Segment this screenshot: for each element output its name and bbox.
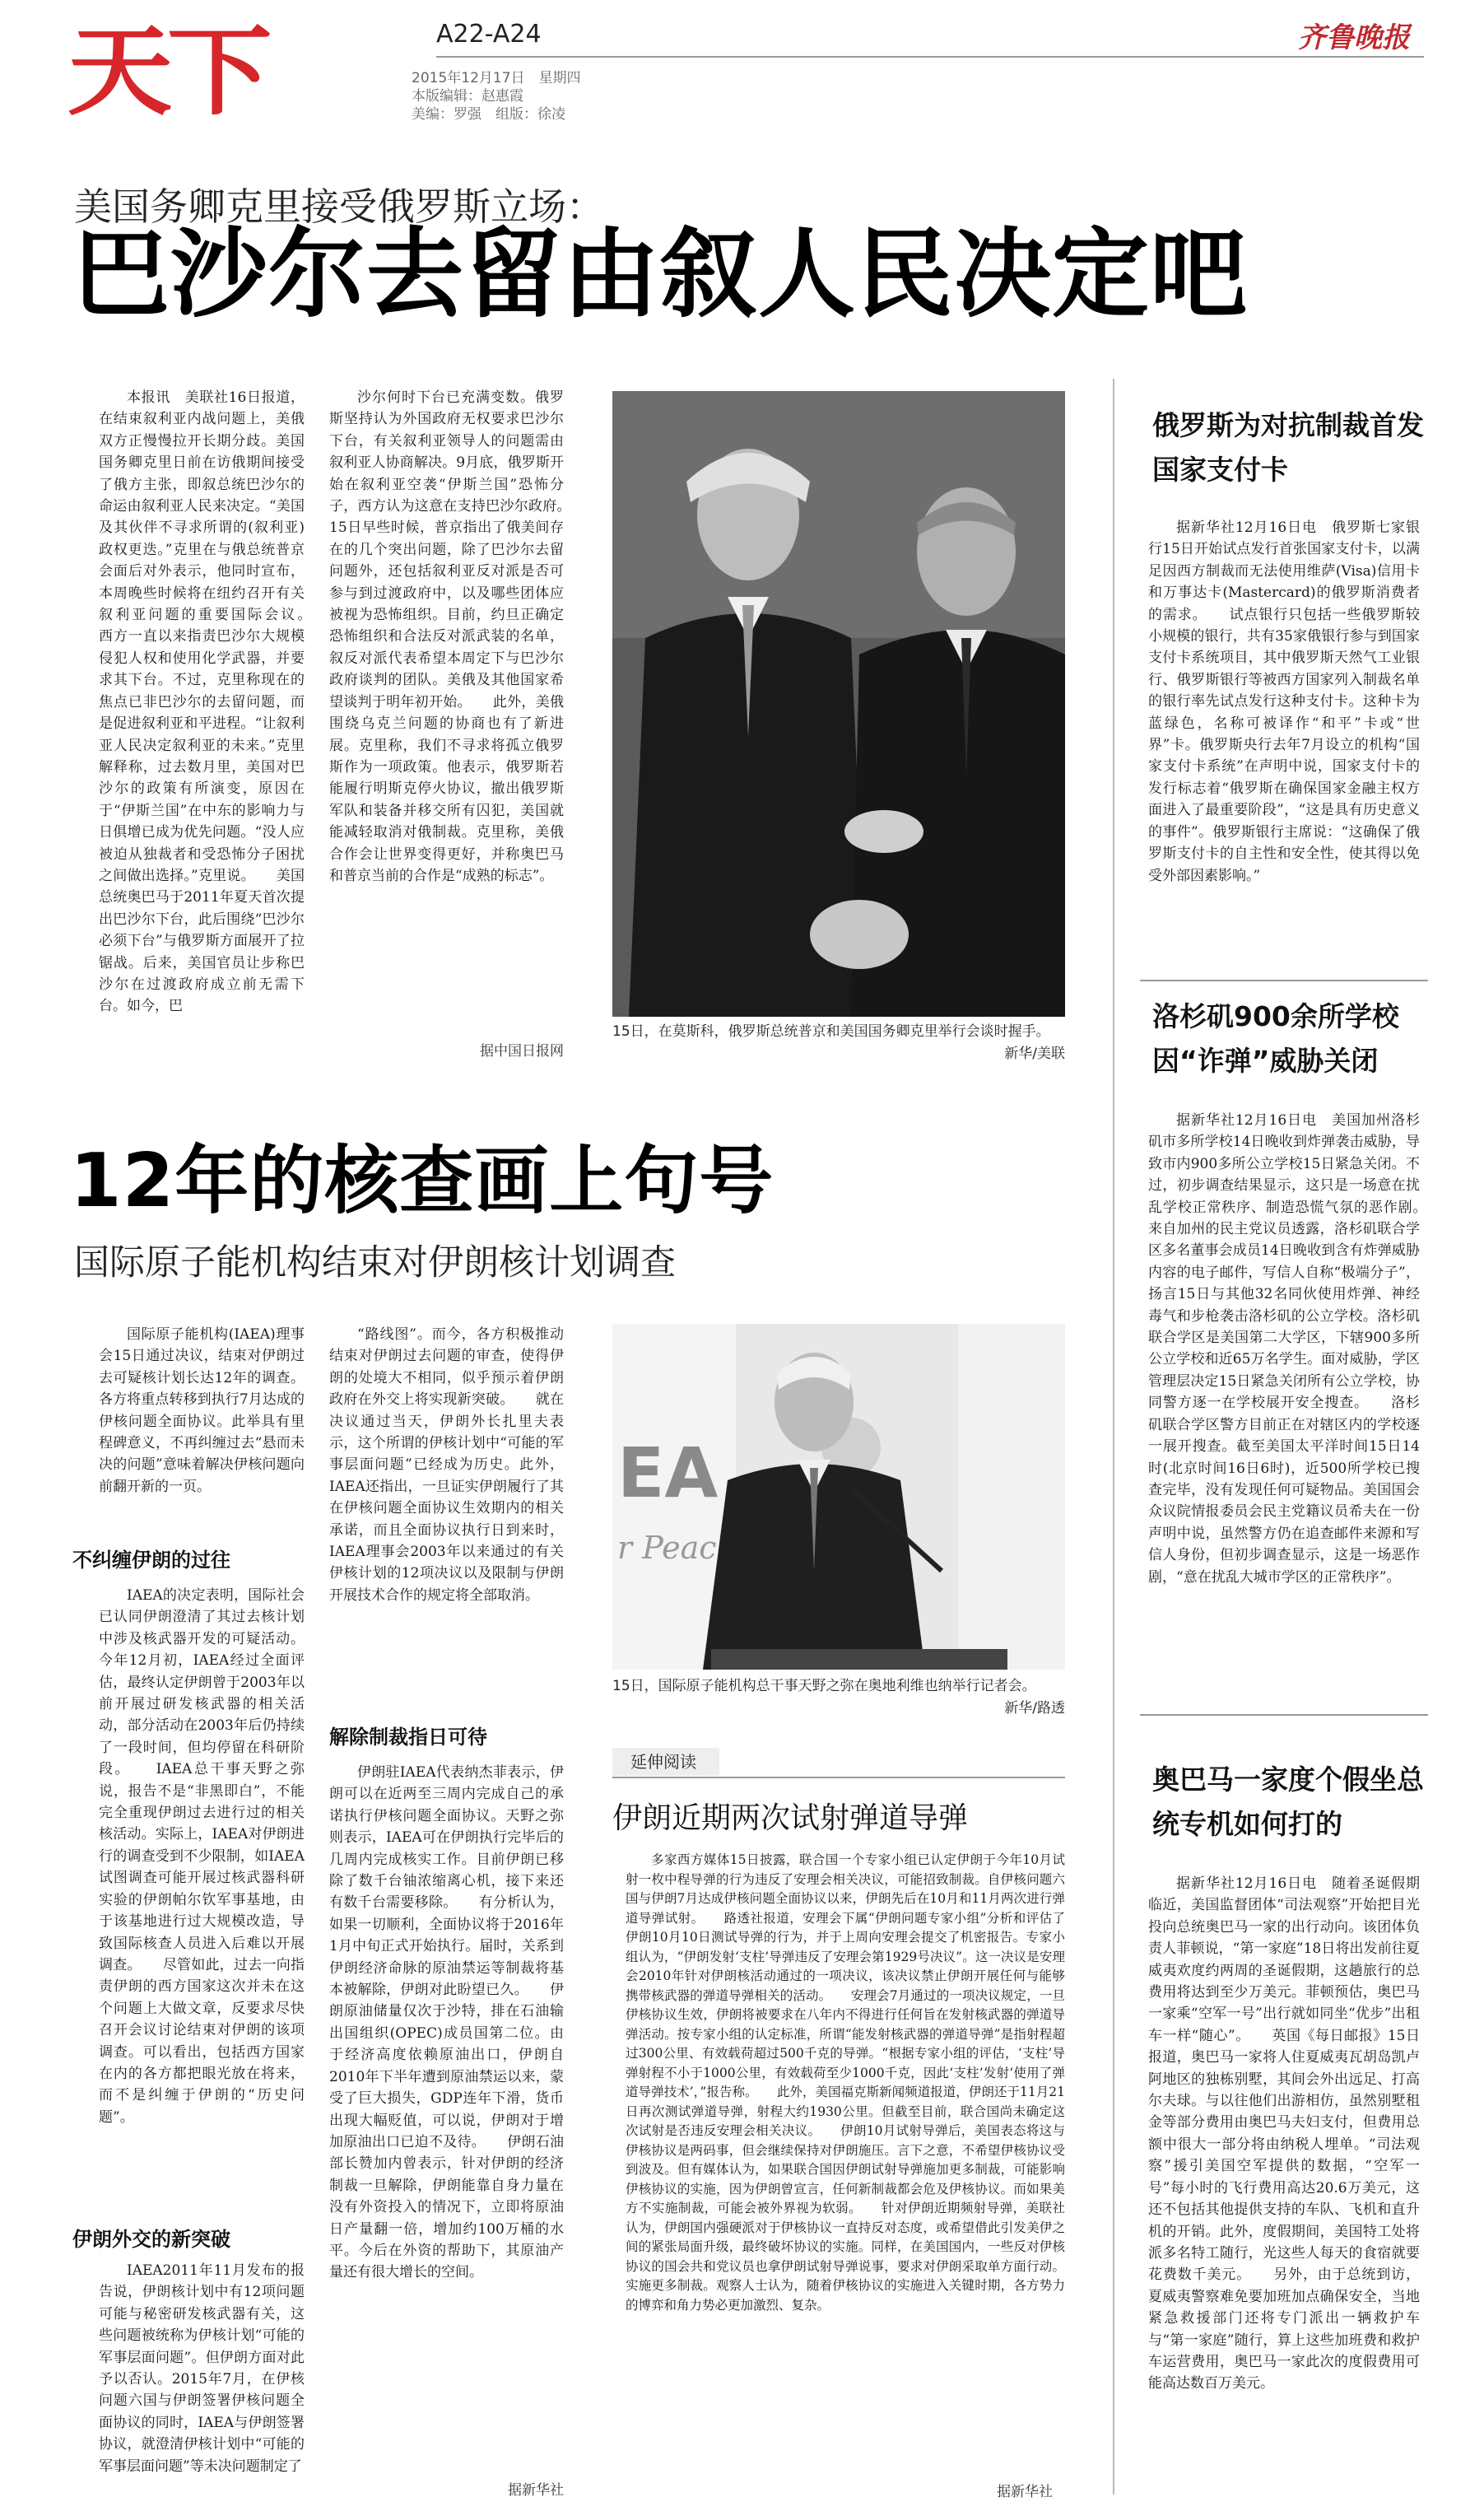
story2-subhead-2: 伊朗外交的新突破 — [72, 2228, 230, 2251]
story1-column-1: 本报讯 美联社16日报道，在结束叙利亚内战问题上，美俄双方正慢慢拉开长期分歧。美国国务卿克里日前在访俄期间接受了俄方主张，即叙总统巴沙尔的命运由叙利亚人民来决定。“美国及其伙伴不寻求所谓的(叙利亚)政权更迭。”克里在与俄总统普京会面后对外表示，他同时宣布，本周晚些时候将在纽约召开有关叙利亚问题的重要国际会议。 西方一直以来指责巴沙尔大规模侵犯人权和使用化学武器，并要求其下台。不过，克里称现在的焦点已非巴沙尔的去留问题，而是促进叙利亚和平进程。“让叙利亚人民决定叙利亚的未来。”克里解释称，过去数月里，美国对巴沙尔的政策有所演变，原因在于“伊斯兰国”在中东的影响力与日俱增已成为优先问题。“没人应被迫从独裁者和受恐怖分子困扰之间做出选择。”克里说。 美国总统奥巴马于2011年夏天首次提出巴沙尔下台，此后围绕“巴沙尔必须下台”与俄罗斯方面展开了拉锯战。后来，美国官员让步称巴沙尔在过渡政府成立前无需下台。如今，巴 — [99, 389, 333, 1015]
photo-banner-text: EA — [617, 1433, 719, 1513]
side-rule-1 — [1140, 980, 1428, 981]
story2-caption: 15日，国际原子能机构总干事天野之弥在奥地利维也纳举行记者会。 新华/路透 — [612, 1675, 1065, 1720]
extended-body: 多家西方媒体15日披露，联合国一个专家小组已认定伊朗于今年10月试射一枚中程导弹的行为违反了安理会相关决议，可能招致制裁。自伊核问题六国与伊朗7月达成伊核问题全面协议以来，伊朗先后在10月和11月两次进行弹道导弹试射。 路透社报道，安理会下属“伊朗问题专家小组”分析和评估了伊朗10月10日测试导弹的行为，并于上周向安理会提交了机密报告。专家小组认为，“伊朗发射‘支柱’导弹违反了安理会第1929号决议”。这一决议是安理会2010年针对伊朗核活动通过的一项决议，该决议禁止伊朗开展任何与能够携带核武器的弹道导弹相关的活动。 安理会7月通过的一项决议规定，一旦伊核协议生效，伊朗将被要求在八年内不得进行任何旨在发射核武器的弹道导弹活动。按专家小组的认定标准，所谓“能发射核武器的弹道导弹”是指射程超过300公里、有效载荷超过500千克的导弹。“根据专家小组的评估，‘支柱’导弹射程不小于1000公里，有效载荷至少1000千克，因此‘支柱’发射‘使用了弹道导弹技术’，”报告称。 此外，美国福克斯新闻频道报道，伊朗还于11月21日再次测试弹道导弹，射程大约1930公里。但截至目前，联合国尚未确定这次试射是否违反安理会相关决议。 伊朗10月试射导弹后，美国表态将这与伊核协议是两码事，但会继续保持对伊朗施压。言下之意，不希望伊核协议受到波及。但有媒体认为，如果联合国因伊朗试射导弹施加更多制裁，可能影响伊核协议的实施，因为伊朗曾宣言，任何新制裁都会危及伊核协议。而如果美方不实施制裁，可能会被外界视为软弱。 针对伊朗近期频射导弹，美联社认为，伊朗国内强硬派对于伊核协议一直持反对态度，或希望借此引发美伊之间的紧张局面升级，最终破坏协议的实施。同样，在美国国内，一些反对伊核协议的国会共和党议员也拿伊朗试射导弹说事，要求对伊朗采取单方面行动。实施更多制裁。观察人士认为，随着伊核协议的实施进入关键时期，各方势力的博弈和角力势必更加激烈、复杂。 — [626, 1852, 1065, 2313]
story1-headline: 巴沙尔去留由叙人民决定吧 — [72, 217, 1249, 331]
story2-subhead-3: 解除制裁指日可待 — [329, 1726, 487, 1749]
story2-subtitle: 国际原子能机构结束对伊朗核计划调查 — [74, 1242, 676, 1283]
amano-photo — [612, 1324, 1065, 1670]
photo-banner-text-2: r Peac — [617, 1530, 717, 1566]
story1-photo-credit: 新华/美联 — [1004, 1046, 1065, 1062]
side-story-1-headline: 俄罗斯为对抗制裁首发国家支付卡 — [1152, 409, 1424, 486]
story2-column-2a: “路线图”。而今，各方积极推动结束对伊朗过去问题的审查，使得伊朗的处境大不相同，似乎预示着伊朗政府在外交上将实现新突破。 就在决议通过当天，伊朗外长扎里夫表示，这个所谓的伊核计划中“可能的军事层面问题”已经成为历史。此外，IAEA还指出，一旦证实伊朗履行了其在伊核问题全面协议生效期内的相关承诺，而且全面协议执行日到来时，IAEA理事会2003年以来通过的有关伊核计划的12项决议以及限制与伊朗开展技术合作的规定将全部取消。 — [329, 1326, 564, 1604]
side-story-1-body: 据新华社12月16日电 俄罗斯七家银行15日开始试点发行首张国家支付卡，以满足因西方制裁而无法使用维萨(Visa)信用卡和万事达卡(Mastercard)的俄罗斯消费者的需求。 试点银行只包括一些俄罗斯较小规模的银行，共有35家俄银行参与到国家支付卡系统项目，其中俄罗斯天然气工业银行、俄罗斯银行等被西方国家列入制裁名单的银行率先试点发行这种支付卡。这种卡为蓝绿色，名称可被译作“和平”卡或“世界”卡。俄罗斯央行去年7月设立的机构“国家支付卡系统”在声明中说，国家支付卡的发行标志着“俄罗斯在确保国家金融主权方面进入了最重要阶段”，“这是具有历史意义的事件”。俄罗斯银行主席说：“这确保了俄罗斯支付卡的自主性和安全性，使其得以免受外部因素影响。” — [1148, 519, 1420, 884]
sidebar-divider — [1113, 379, 1114, 2495]
extended-rule — [612, 1777, 1065, 1778]
story1-caption: 15日，在莫斯科，俄罗斯总统普京和美国国务卿克里举行会谈时握手。 新华/美联 — [612, 1021, 1065, 1065]
handshake-illustration — [612, 391, 1065, 1017]
putin-kerry-photo — [612, 391, 1065, 1017]
side-story-3-headline: 奥巴马一家度个假坐总统专机如何打的 — [1152, 1763, 1424, 1840]
editor-credit: 本版编辑：赵惠霞 — [412, 88, 523, 105]
side-story-3-body: 据新华社12月16日电 随着圣诞假期临近，美国监督团体“司法观察”开始把目光投向总统奥巴马一家的出行动向。该团体负责人菲顿说，“第一家庭”18日将出发前往夏威夷欢度约两周的圣诞假期，这趟旅行的总费用将达到至少万美元。菲顿预估，奥巴马一家乘“空军一号”出行就如同坐“优步”出租车一样“随心”。 英国《每日邮报》15日报道，奥巴马一家将人住夏威夷瓦胡岛凯卢阿地区的独栋别墅，其间会外出远足、打高尔夫球。与以往他们出游相仿，虽然别墅租金等部分费用由奥巴马夫妇支付，但费用总额中很大一部分将由纳税人埋单。“司法观察”援引美国空军提供的数据，“空军一号”每小时的飞行费用高达20.6万美元，这还不包括其他提供支持的车队、飞机和直升机的开销。此外，度假期间，美国特工处将派多名特工随行，光这些人每天的食宿就要花费数千美元。 另外，由于总统到访，夏威夷警察难免要加班加点确保安全，当地紧急救援部门还将专门派出一辆救护车与“第一家庭”随行，算上这些加班费和救护车运营费用，奥巴马一家此次的度假费用可能高达数百万美元。 — [1148, 1875, 1420, 2392]
extended-credit: 据新华社 — [997, 2484, 1053, 2500]
story2-section-2: IAEA2011年11月发布的报告说，伊朗核计划中有12项问题可能与秘密研发核武器有关，这些问题被统称为伊核计划“可能的军事层面问题”。但伊朗方面对此予以否认。2015年7月，在伊核问题六国与伊朗签署伊核问题全面协议的同时，IAEA与伊朗签署协议，就澄清伊核计划中“可能的军事层面问题”等未决问题制定了 — [99, 2262, 305, 2475]
extended-headline: 伊朗近期两次试射弹道导弹 — [612, 1801, 969, 1835]
story2-headline: 12年的核查画上句号 — [70, 1138, 775, 1224]
story2-column-2b: 伊朗驻IAEA代表纳杰菲表示，伊朗可以在近两至三周内完成自己的承诺执行伊核问题全面协议。天野之弥则表示，IAEA可在伊朗执行完毕后的几周内完成核实工作。目前伊朗已移除了数千台铀浓缩离心机，接下来还有数千台需要移除。 有分析认为，如果一切顺利，全面协议将于2016年1月中旬正式开始执行。届时，关系到伊朗经济命脉的原油禁运等制裁将基本被解除，伊朗对此盼望已久。 伊朗原油储量仅次于沙特，排在石油输出国组织(OPEC)成员国第二位。由于经济高度依赖原油出口，伊朗自2010年下半年遭到原油禁运以来，蒙受了巨大损失，GDP连年下滑，货币出现大幅贬值，可以说，伊朗对于增加原油出口已迫不及待。 伊朗石油部长赞加内曾表示，针对伊朗的经济制裁一旦解除，伊朗能靠自身力量在没有外资投入的情况下，立即将原油日产量翻一倍，增加约100万桶的水平。今后在外资的帮助下，其原油产量还有很大增长的空间。 — [329, 1764, 564, 2281]
story2-intro: 国际原子能机构(IAEA)理事会15日通过决议，结束对伊朗过去可疑核计划长达12年的调查。各方将重点转移到执行7月达成的伊核问题全面协议。此举具有里程碑意义，不再纠缠过去“悬而未决的问题”意味着解决伊核问题向前翻开新的一页。 — [99, 1326, 305, 1495]
side-story-2-body: 据新华社12月16日电 美国加州洛杉矶市多所学校14日晚收到炸弹袭击威胁，导致市内900多所公立学校15日紧急关闭。不过，初步调查结果显示，这只是一场意在扰乱学校正常秩序、制造恐慌气氛的恶作剧。 来自加州的民主党议员透露，洛杉矶联合学区多名董事会成员14日晚收到含有炸弹威胁内容的电子邮件，写信人自称“极端分子”，扬言15日与其他32名同伙使用炸弹、神经毒气和步枪袭击洛杉矶的公立学校。洛杉矶联合学区是美国第二大学区，下辖900多所公立学校和近65万名学生。面对威胁，学区管理层决定15日紧急关闭所有公立学校，协同警方逐一在学校展开安全搜查。 洛杉矶联合学区警方目前正在对辖区内的学校逐一展开搜查。截至美国太平洋时间15日14时(北京时间16日6时)，近500所学校已搜查完毕，没有发现任何可疑物品。美国国会众议院情报委员会民主党籍议员希夫在一份声明中说，虽然警方仍在追查邮件来源和写信人身份，但初步调查显示，这是一场恶作剧，“意在扰乱大城市学区的正常秩序”。 — [1148, 1112, 1448, 1586]
page-range: A22-A24 — [436, 20, 542, 49]
story2-photo-credit: 新华/路透 — [1004, 1700, 1065, 1717]
story1-credit: 据中国日报网 — [480, 1043, 564, 1060]
paper-logo: 齐鲁晚报 — [1298, 21, 1410, 54]
story1-column-2: 沙尔何时下台已充满变数。俄罗斯坚持认为外国政府无权要求巴沙尔下台，有关叙利亚领导人的问题需由叙利亚人协商解决。9月底，俄罗斯开始在叙利亚空袭“伊斯兰国”恐怖分子，西方认为这意在支持巴沙尔政府。 15日早些时候，普京指出了俄美间存在的几个突出问题，除了巴沙尔去留问题外，还包括叙利亚反对派是否可参与到过渡政府中，以及哪些团体应被视为恐怖组织。目前，约旦正确定恐怖组织和合法反对派武装的名单，叙反对派代表希望本周定下与巴沙尔政府谈判的团队。美俄及其他国家希望谈判于明年初开始。 此外，美俄围绕乌克兰问题的协商也有了新进展。克里称，我们不寻求将孤立俄罗斯作为一项政策。他表示，俄罗斯若能履行明斯克停火协议，撤出俄罗斯军队和装备并移交所有囚犯，美国就能减轻取消对俄制裁。克里称，美俄合作会让世界变得更好，并称奥巴马和普京当前的合作是“成熟的标志”。 — [329, 389, 592, 884]
issue-date: 2015年12月17日 星期四 — [412, 70, 581, 86]
extended-label-box — [612, 1748, 719, 1776]
extended-label: 延伸阅读 — [630, 1752, 696, 1772]
story2-section-1: IAEA的决定表明，国际社会已认同伊朗澄清了其过去核计划中涉及核武器开发的可疑活动。今年12月初，IAEA经过全面评估，最终认定伊朗曾于2003年以前开展过研发核武器的相关活动，部分活动在2003年后仍持续了一段时间，但均停留在科研阶段。 IAEA总干事天野之弥说，报告不是“非黑即白”，不能完全重现伊朗过去进行过的相关核活动。实际上，IAEA对伊朗进行的调查受到不少限制，如IAEA试图调查可能开展过核武器科研实验的伊朗帕尔钦军事基地，由于该基地进行过大规模改造，导致国际核查人员进入后难以开展调查。 尽管如此，过去一向指责伊朗的西方国家这次并未在这个问题上大做文章，反要求尽快召开会议讨论结束对伊朗的该项调查。可以看出，包括西方国家在内的各方都把眼光放在将来，而不是纠缠于伊朗的“历史问题”。 — [99, 1587, 305, 2126]
story2-credit: 据新华社 — [508, 2482, 564, 2499]
press-conference-illustration — [612, 1324, 1065, 1670]
header-rule — [436, 56, 1424, 58]
section-logo: 天下 — [67, 15, 267, 128]
design-credit: 美编：罗强 组版：徐凌 — [412, 106, 565, 123]
side-rule-2 — [1140, 1714, 1428, 1716]
story1-kicker: 美国务卿克里接受俄罗斯立场： — [74, 184, 604, 229]
side-story-2-headline: 洛杉矶900余所学校因“诈弹”威胁关闭 — [1152, 1000, 1399, 1077]
story2-subhead-1: 不纠缠伊朗的过往 — [72, 1549, 230, 1572]
